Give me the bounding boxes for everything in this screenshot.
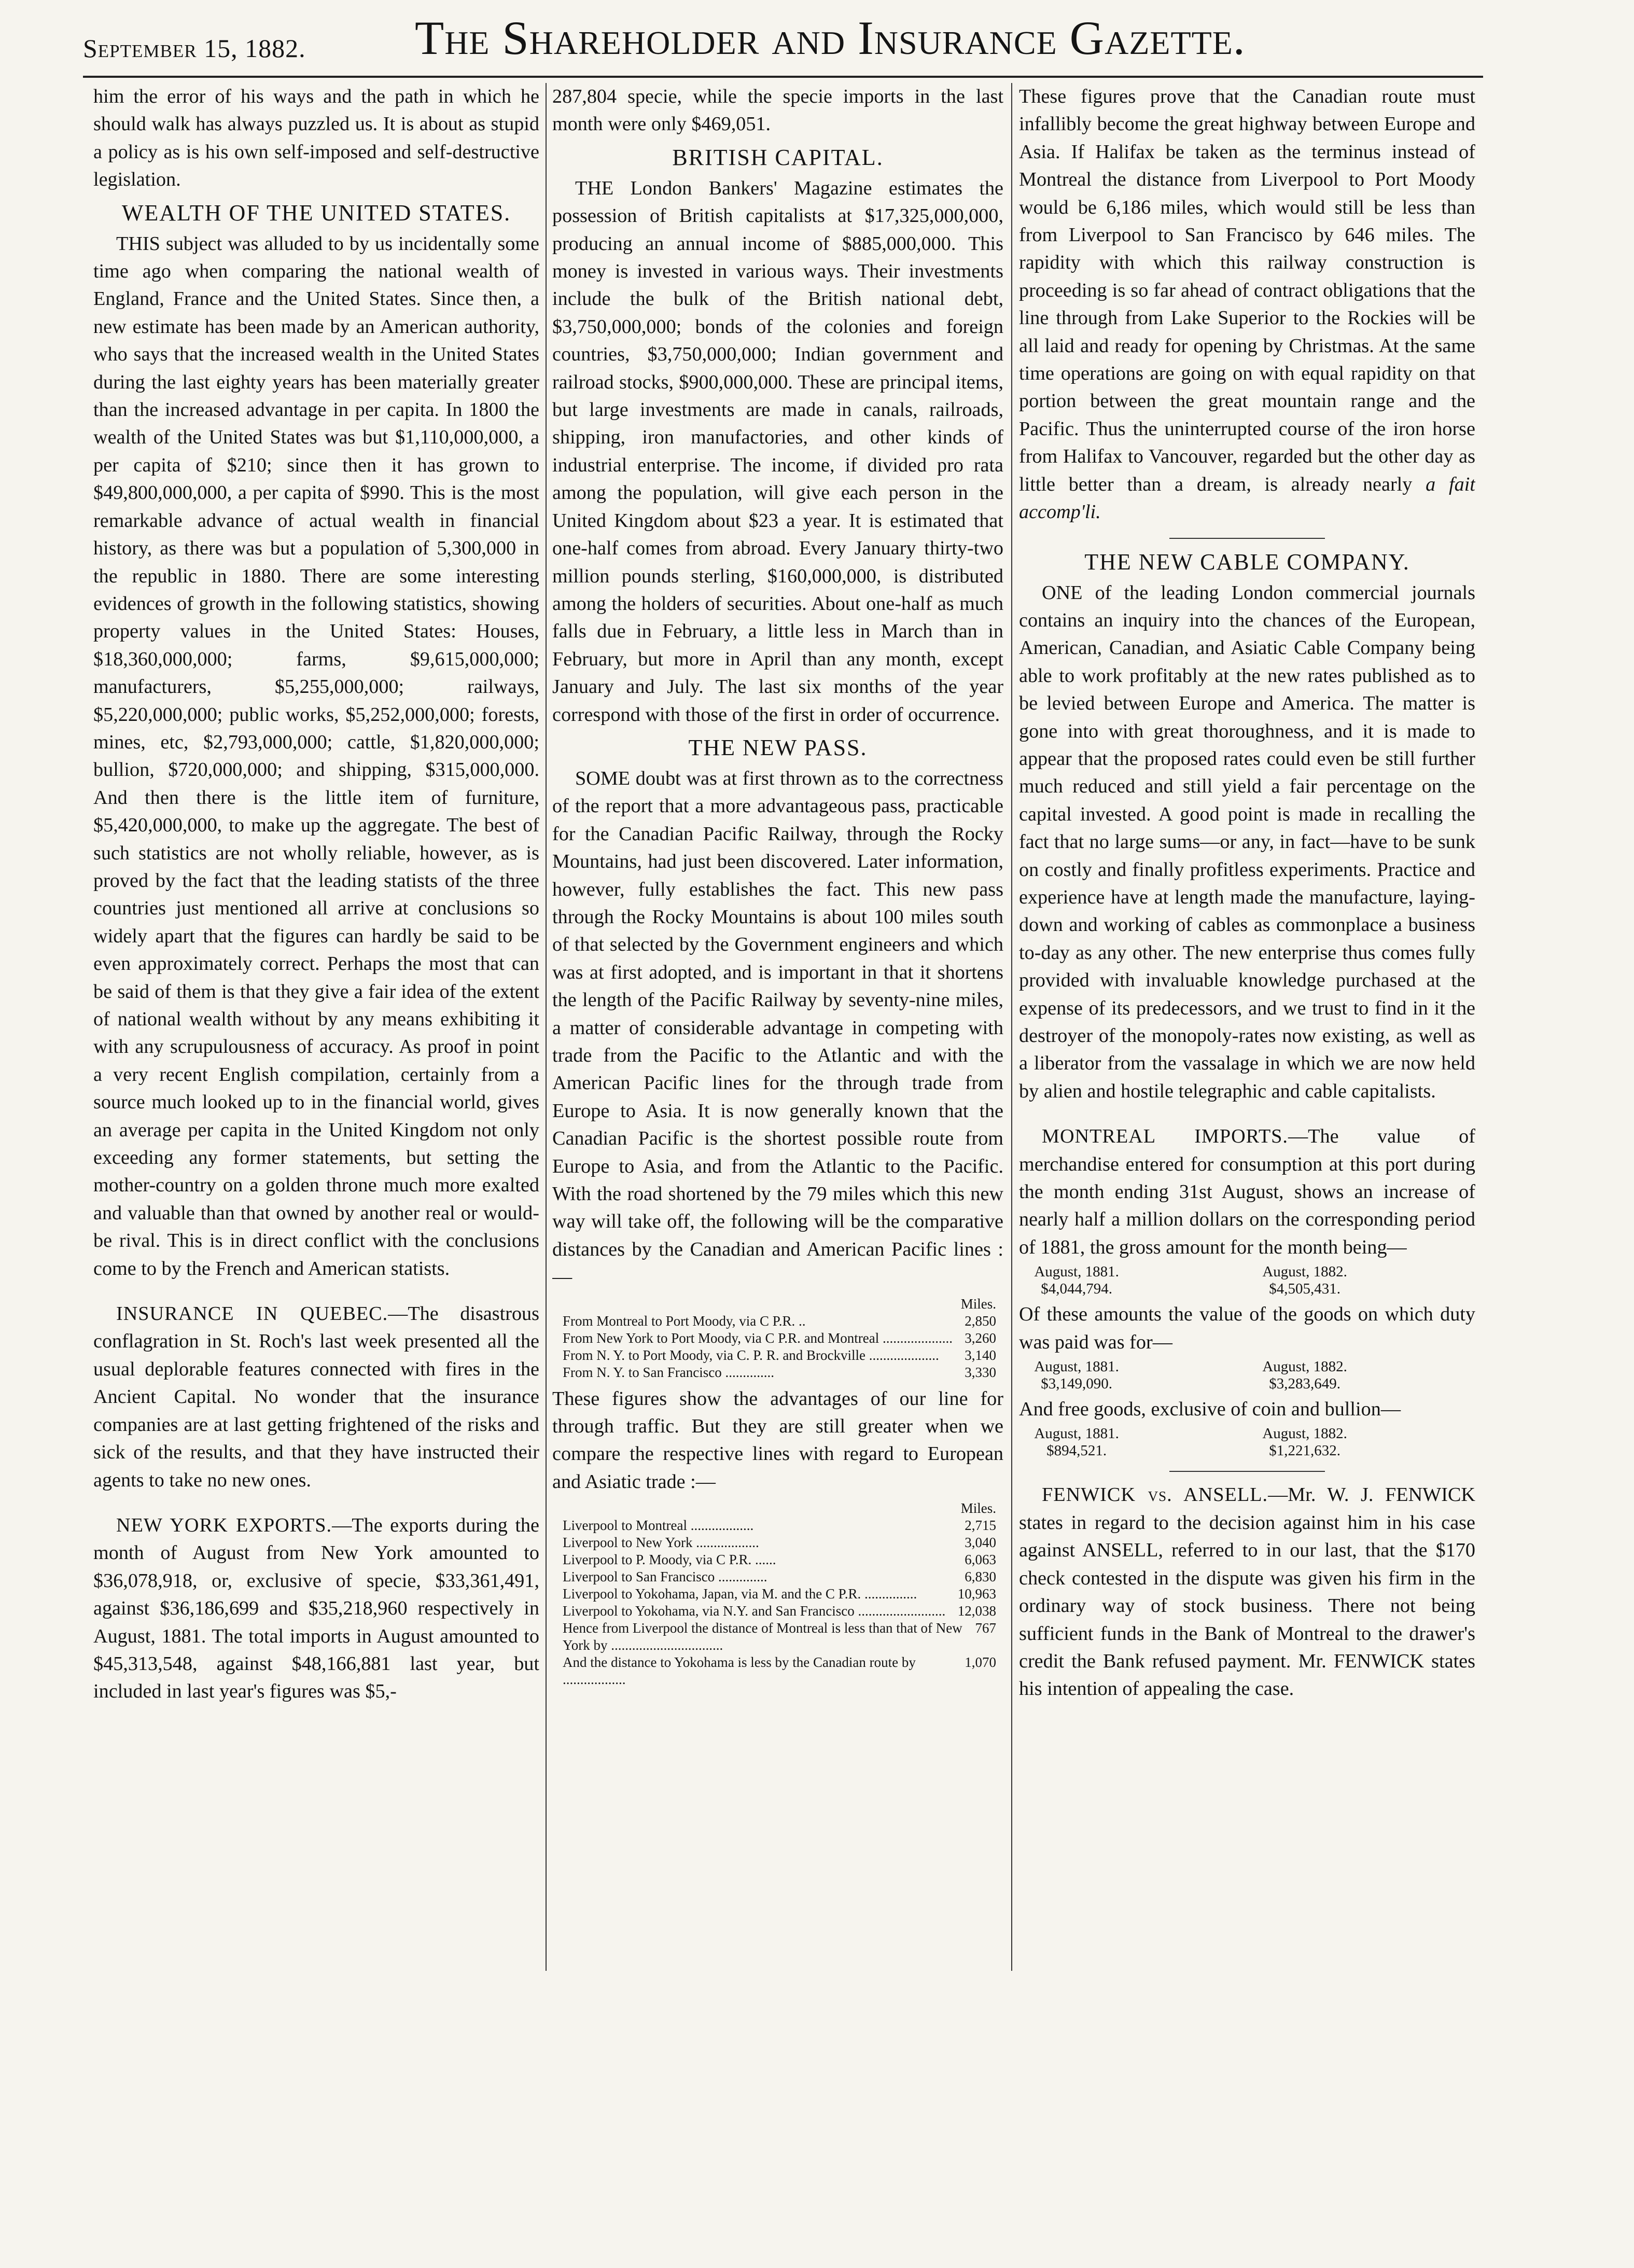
article-body: Of these amounts the value of the goods on which duty was paid was for— [1019, 1303, 1475, 1353]
italic-phrase: a fait accomp'li. [1019, 473, 1475, 523]
article-continuation: him the error of his ways and the path in which he should walk has always puzzled us. It is about as stupid a policy as is his own self-imposed and self-destructive legislation. [93, 86, 539, 191]
table-unit: Miles. [960, 1296, 996, 1312]
table-row: From N. Y. to Port Moody, via C. P. R. and Brockville .................... 3,140 [563, 1347, 996, 1363]
article-body: THE London Bankers' Magazine estimates the possession of British capitalists at $17,325,000,000, producing an annual income of $885,000,000. This money is invested in various ways. Their investments include the bulk of the British national debt, $3,750,000,000; bonds of the colonies and foreign countries, $3,750,000,000; Indian government and railroad stocks, $900,000,000. These are principal items, but large investments are made in canals, railroads, shipping, iron manufactories, and other kinds of industrial enterprise. The income, if divided pro rata among the population, will give each person in the United Kingdom about $23 a year. It is estimated that one-half comes from abroad. Every January thirty-two million pounds sterling, $160,000,000, is distributed among the holders of securities. About one-half as much falls due in February, a little less in March than in February, but more in April than any month, except January and July. The last six months of the year correspond with those of the first in order of occurrence. [552, 177, 1003, 726]
import-figures: August, 1881. $894,521. August, 1882. $1,221,632. [1034, 1425, 1347, 1459]
table-row: From N. Y. to San Francisco .............. 3,330 [563, 1364, 996, 1380]
item-lead: MONTREAL IMPORTS. [1042, 1125, 1288, 1148]
article-body: And free goods, exclusive of coin and bullion— [1019, 1398, 1401, 1421]
newspaper-title: The Shareholder and Insurance Gazette. [415, 11, 1246, 64]
article-heading: THE NEW CABLE COMPANY. [1084, 549, 1410, 575]
table-row: Liverpool to Yokohama, Japan, via M. and the C P.R. ............... 10,963 [563, 1586, 996, 1602]
import-figures: August, 1881. $4,044,794. August, 1882. $4,505,431. [1034, 1263, 1347, 1298]
import-figures: August, 1881. $3,149,090. August, 1882. $3,283,649. [1034, 1358, 1347, 1393]
item-lead: NEW YORK EXPORTS. [116, 1514, 332, 1536]
item-text: —The disastrous conflagration in St. Roch's last week presented all the usual deplorable features connected with fires in the Ancient Capital. No wonder that the insurance companies are at last getting frightened of the risks and sick of the results, and that they have instructed their agents to take no new ones. [93, 1303, 539, 1491]
table-row: Liverpool to New York .................. 3,040 [563, 1535, 996, 1551]
table-unit: Miles. [960, 1500, 996, 1516]
article-continuation: These figures prove that the Canadian route must infallibly become the great highway between Europe and Asia. If Halifax be taken as the terminus instead of Montreal the distance from Liverpool to Port Moody would be 6,186 miles, which would still be less than from Liverpool to San Francisco by 646 miles. The rapidity with which this railway construction is proceeding is so far ahead of contract obligations that the line through from Lake Superior to the Rockies will be all laid and ready for opening by Christmas. At the same time operations are going on with equal rapidity on that portion between the great mountain range and the Pacific. Thus the uninterrupted course of the iron horse from Halifax to Vancouver, regarded but the other day as little better than a dream, is already nearly a fait accomp'li. [1019, 86, 1475, 523]
issue-date: September 15, 1882. [83, 34, 306, 63]
item-text: —Mr. W. J. FENWICK states in regard to the decision against him in his case against ANSELL, referred to in our last, that the $170 check contested in the dispute was given his firm in the ordinary way of stock business. There not being sufficient funds in the Bank of Montreal to the drawer's credit the Bank refused payment. Mr. FENWICK states his intention of appealing the case. [1019, 1484, 1475, 1700]
table-row: Liverpool to Montreal .................. 2,715 [563, 1518, 996, 1534]
article-body: SOME doubt was at first thrown as to the correctness of the report that a more advantageous pass, practicable for the Canadian Pacific Railway, through the Rocky Mountains, had just been discovered. Later information, however, fully establishes the fact. This new pass through the Rocky Mountains is about 100 miles south of that selected by the Government engineers and which was at first adopted, and is important in that it shortens the length of the Pacific Railway by seventy-nine miles, a matter of considerable advantage in competing with trade from the Pacific to the Atlantic and with the American Pacific lines for the through trade from Europe to Asia. It is now generally known that the Canadian Pacific is the shortest possible route from Europe to Asia, and from the Atlantic to the Pacific. With the road shortened by the 79 miles which this new way will take off, the following will be the comparative distances by the Canadian and American Pacific lines :— [552, 767, 1003, 1288]
news-item [1019, 1481, 1475, 1703]
header-rule [83, 76, 1483, 78]
table-row: From Montreal to Port Moody, via C P.R. .. 2,850 [563, 1313, 996, 1329]
article-heading: BRITISH CAPITAL. [672, 144, 884, 170]
column-2 [552, 83, 1003, 2220]
article-heading: WEALTH OF THE UNITED STATES. [121, 200, 511, 226]
table-row: Liverpool to Yokohama, via N.Y. and San Francisco ......................... 12,038 [563, 1603, 996, 1619]
news-item [1019, 1123, 1475, 1261]
distance-table-1 [552, 1296, 1003, 1381]
section-separator [1169, 538, 1325, 539]
table-row: Liverpool to San Francisco .............. 6,830 [563, 1569, 996, 1585]
article-body: These figures show the advantages of our line for through traffic. But they are still greater when we compare the respective lines with regard to European and Asiatic trade :— [552, 1387, 1003, 1493]
item-lead: FENWICK vs. ANSELL. [1042, 1484, 1268, 1506]
news-item [93, 1512, 539, 1706]
item-lead: INSURANCE IN QUEBEC. [116, 1303, 388, 1325]
column-rule [546, 83, 547, 1971]
article-body: ONE of the leading London commercial journals contains an inquiry into the chances of the European, American, Canadian, and Asiatic Cable Company being able to work profitably at the new rates published as to be levied between Europe and America. The matter is gone into with great thoroughness, and it is made to appear that the proposed rates could even be still further much reduced and still yield a fair percentage on the capital invested. A good point is made in recalling the fact that no large sums—or any, in fact—have to be sunk on costly and finally profitless experiments. Practice and experience have at length made the manufacture, laying-down and working of cables as commonplace a business to-day as any other. The new enterprise thus comes fully provided with invaluable knowledge purchased at the expense of its predecessors, and we trust to find in it the destroyer of the monopoly-rates now existing, as well as a liberator from the vassalage in which we are now held by alien and hostile telegraphic and cable capitalists. [1019, 581, 1475, 1102]
table-row: Hence from Liverpool the distance of Montreal is less than that of New York by ................................ 767 [563, 1620, 996, 1653]
table-row: Liverpool to P. Moody, via C P.R. ...... 6,063 [563, 1552, 996, 1568]
distance-table-2 [552, 1500, 1003, 1688]
news-item [93, 1300, 539, 1494]
column-rule [1011, 83, 1012, 1971]
item-text: —The exports during the month of August from New York amounted to $36,078,918, or, exclusive of specie, $33,361,491, against $36,186,699 and $35,218,960 respectively in August, 1881. The total imports in August amounted to $45,313,548, against $48,166,881 last year, but included in last year's figures was $5,- [93, 1514, 539, 1703]
article-heading: THE NEW PASS. [688, 734, 868, 760]
column-3 [1019, 83, 1475, 2220]
article-body: THIS subject was alluded to by us incidentally some time ago when comparing the national wealth of England, France and the United States. Since then, a new estimate has been made by an American authority, who says that the increased wealth in the United States during the last eighty years has been materially greater than the increased advantage in per capita. In 1800 the wealth of the United States was but $1,110,000,000, a per capita of $210; since then it has grown to $49,800,000,000, a per capita of $990. This is the most remarkable advance of actual wealth in financial history, as there was but a population of 5,300,000 in the republic in 1880. There are some interesting evidences of growth in the following statistics, showing property values in the United States: Houses, $18,360,000,000; farms, $9,615,000,000; manufacturers, $5,255,000,000; railways, $5,220,000,000; public works, $5,252,000,000; forests, mines, etc, $2,793,000,000; cattle, $1,820,000,000; bullion, $720,000,000; and shipping, $315,000,000. And then there is the little item of furniture, $5,420,000,000, to make up the aggregate. The best of such statistics are not wholly reliable, however, as is proved by the fact that the leading statists of the three countries just mentioned all arrive at conclusions so widely apart that the figures can hardly be said to be even approximately correct. Perhaps the most that can be said of them is that they give a fair idea of the extent of national wealth without by any means exhibiting it with any scrupulousness of accuracy. As proof in point a very recent English compilation, certainly from a source much looked up to in the financial world, gives an average per capita in the United Kingdom not only exceeding any former statements, but setting the mother-country on a golden throne much more exalted and valuable than that owned by another real or would-be rival. This is in direct conflict with the conclusions come to by the French and American statists. [93, 232, 539, 1279]
item-text: —The value of merchandise entered for consumption at this port during the month ending 31st August, shows an increase of nearly half a million dollars on the corresponding period of 1881, the gross amount for the month being— [1019, 1125, 1475, 1258]
column-1 [93, 83, 539, 2220]
article-continuation: 287,804 specie, while the specie imports in the last month were only $469,051. [552, 86, 1003, 135]
section-separator [1169, 1471, 1325, 1472]
table-row: And the distance to Yokohama is less by the Canadian route by .................. 1,070 [563, 1654, 996, 1688]
table-row: From New York to Port Moody, via C P.R. and Montreal .................... 3,260 [563, 1330, 996, 1346]
